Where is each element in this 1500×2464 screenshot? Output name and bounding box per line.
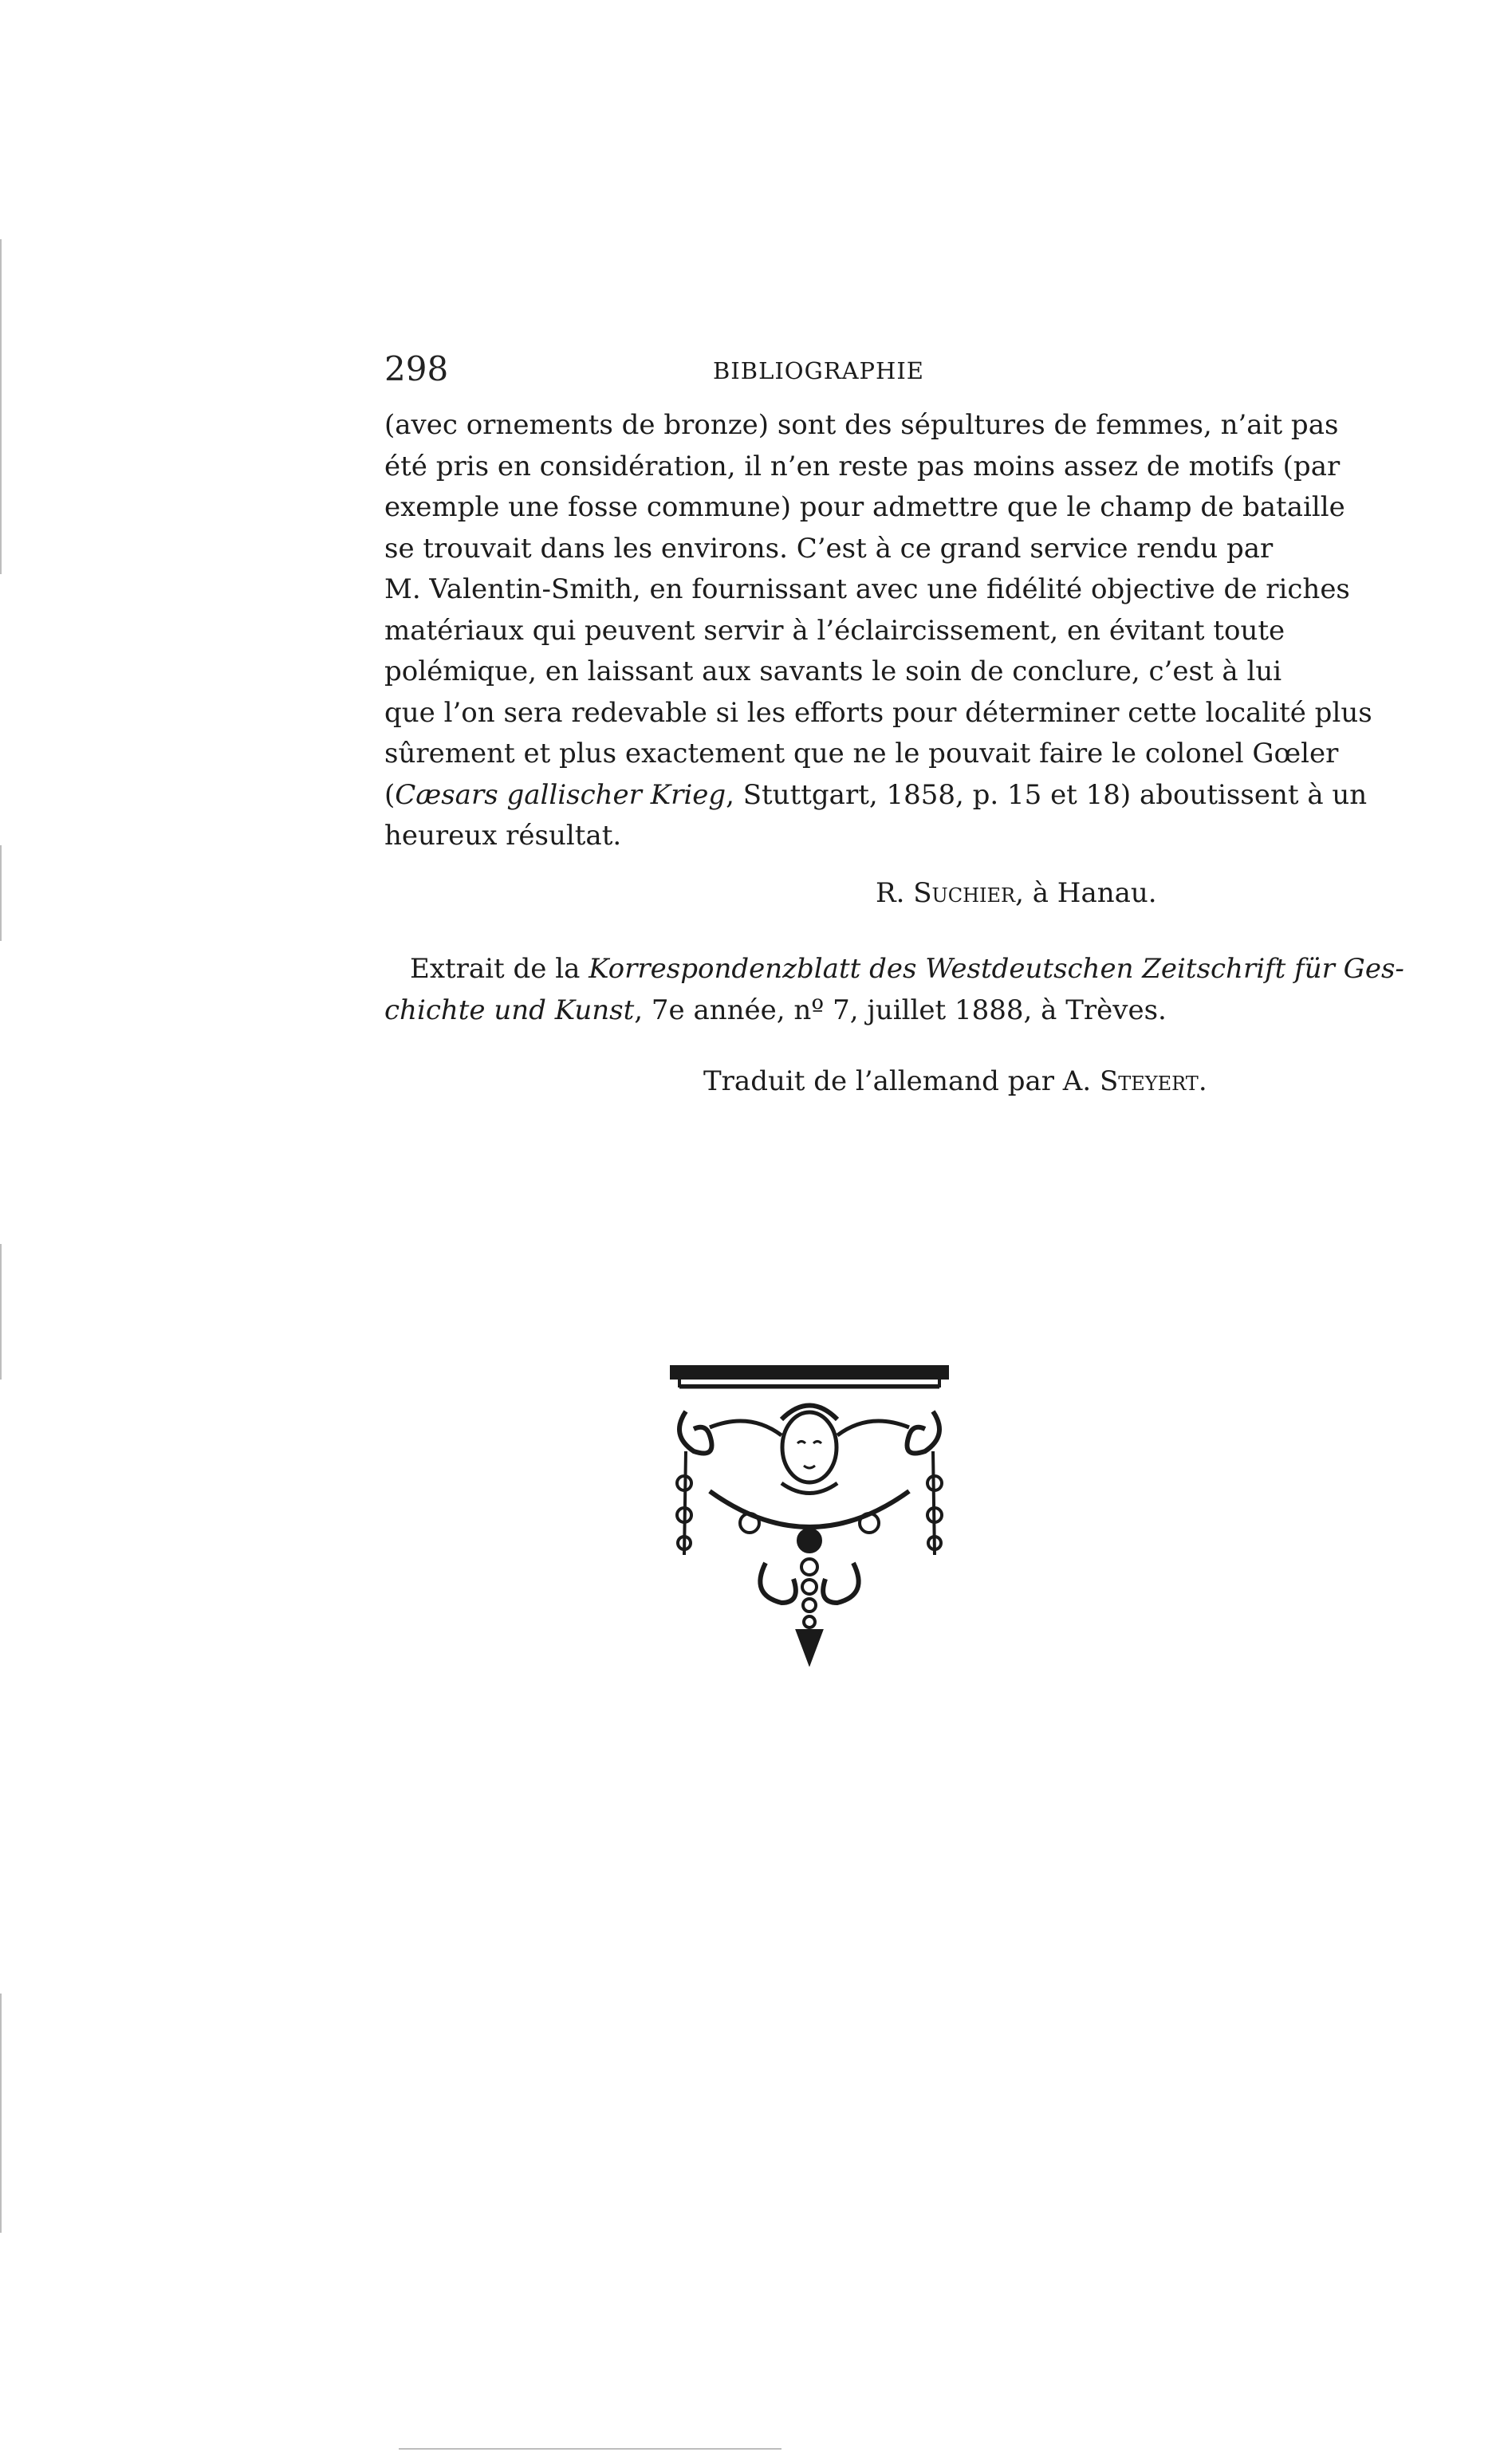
journal-title: Korrespondenzblatt des Westdeutschen Zeitschrift für Ges- xyxy=(589,953,1404,985)
translator-name: Steyert xyxy=(1099,1065,1199,1097)
italic-title: Cæsars gallischer Krieg xyxy=(395,778,726,811)
text-line: sûrement et plus exactement que ne le pouvait faire le colonel Gœler xyxy=(384,738,1339,770)
text-line: chichte und Kunst, 7e année, nº 7, juillet 1888, à Trèves. xyxy=(384,994,1167,1026)
scan-edge-mark xyxy=(0,1244,2,1380)
text-line: exemple une fosse commune) pour admettre que le champ de bataille xyxy=(384,491,1345,523)
author-name: Suchier xyxy=(913,877,1016,909)
cul-de-lampe-ornament xyxy=(662,1364,957,1667)
text-line: se trouvait dans les environs. C’est à ce grand service rendu par xyxy=(384,532,1274,565)
page-header xyxy=(384,349,1244,397)
scan-edge-mark xyxy=(399,2448,781,2450)
text-line: été pris en considération, il n’en reste pas moins assez de motifs (par xyxy=(384,450,1341,482)
text-line: (avec ornements de bronze) sont des sépultures de femmes, n’ait pas xyxy=(384,409,1339,441)
scan-edge-mark xyxy=(0,1994,2,2233)
text-line: polémique, en laissant aux savants le soin de conclure, c’est à lui xyxy=(384,655,1282,687)
source-note xyxy=(384,949,1404,1031)
paren: ( xyxy=(384,778,396,811)
scan-edge-mark xyxy=(0,845,2,941)
text-line: heureux résultat. xyxy=(384,820,622,852)
text-line: matériaux qui peuvent servir à l’éclaircissement, en évitant toute xyxy=(384,614,1285,647)
running-head: BIBLIOGRAPHIE xyxy=(713,357,924,384)
text-line: Extrait de la Korrespondenzblatt des Westdeutschen Zeitschrift für Ges- xyxy=(410,953,1404,985)
translator-credit: Traduit de l’allemand par A. Steyert. xyxy=(703,1065,1207,1097)
journal-title-cont: chichte und Kunst xyxy=(384,994,635,1026)
text-line: que l’on sera redevable si les efforts pour déterminer cette localité plus xyxy=(384,696,1372,729)
citation-rest: , Stuttgart, 1858, p. 15 et 18) aboutissent à un xyxy=(726,778,1368,811)
page-number: 298 xyxy=(384,349,449,388)
text-line: M. Valentin-Smith, en fournissant avec une fidélité objective de riches xyxy=(384,573,1350,605)
text-line xyxy=(384,775,1368,817)
body-paragraph xyxy=(384,405,1372,857)
author-signature: R. Suchier, à Hanau. xyxy=(876,877,1157,909)
scan-edge-mark xyxy=(0,239,2,574)
